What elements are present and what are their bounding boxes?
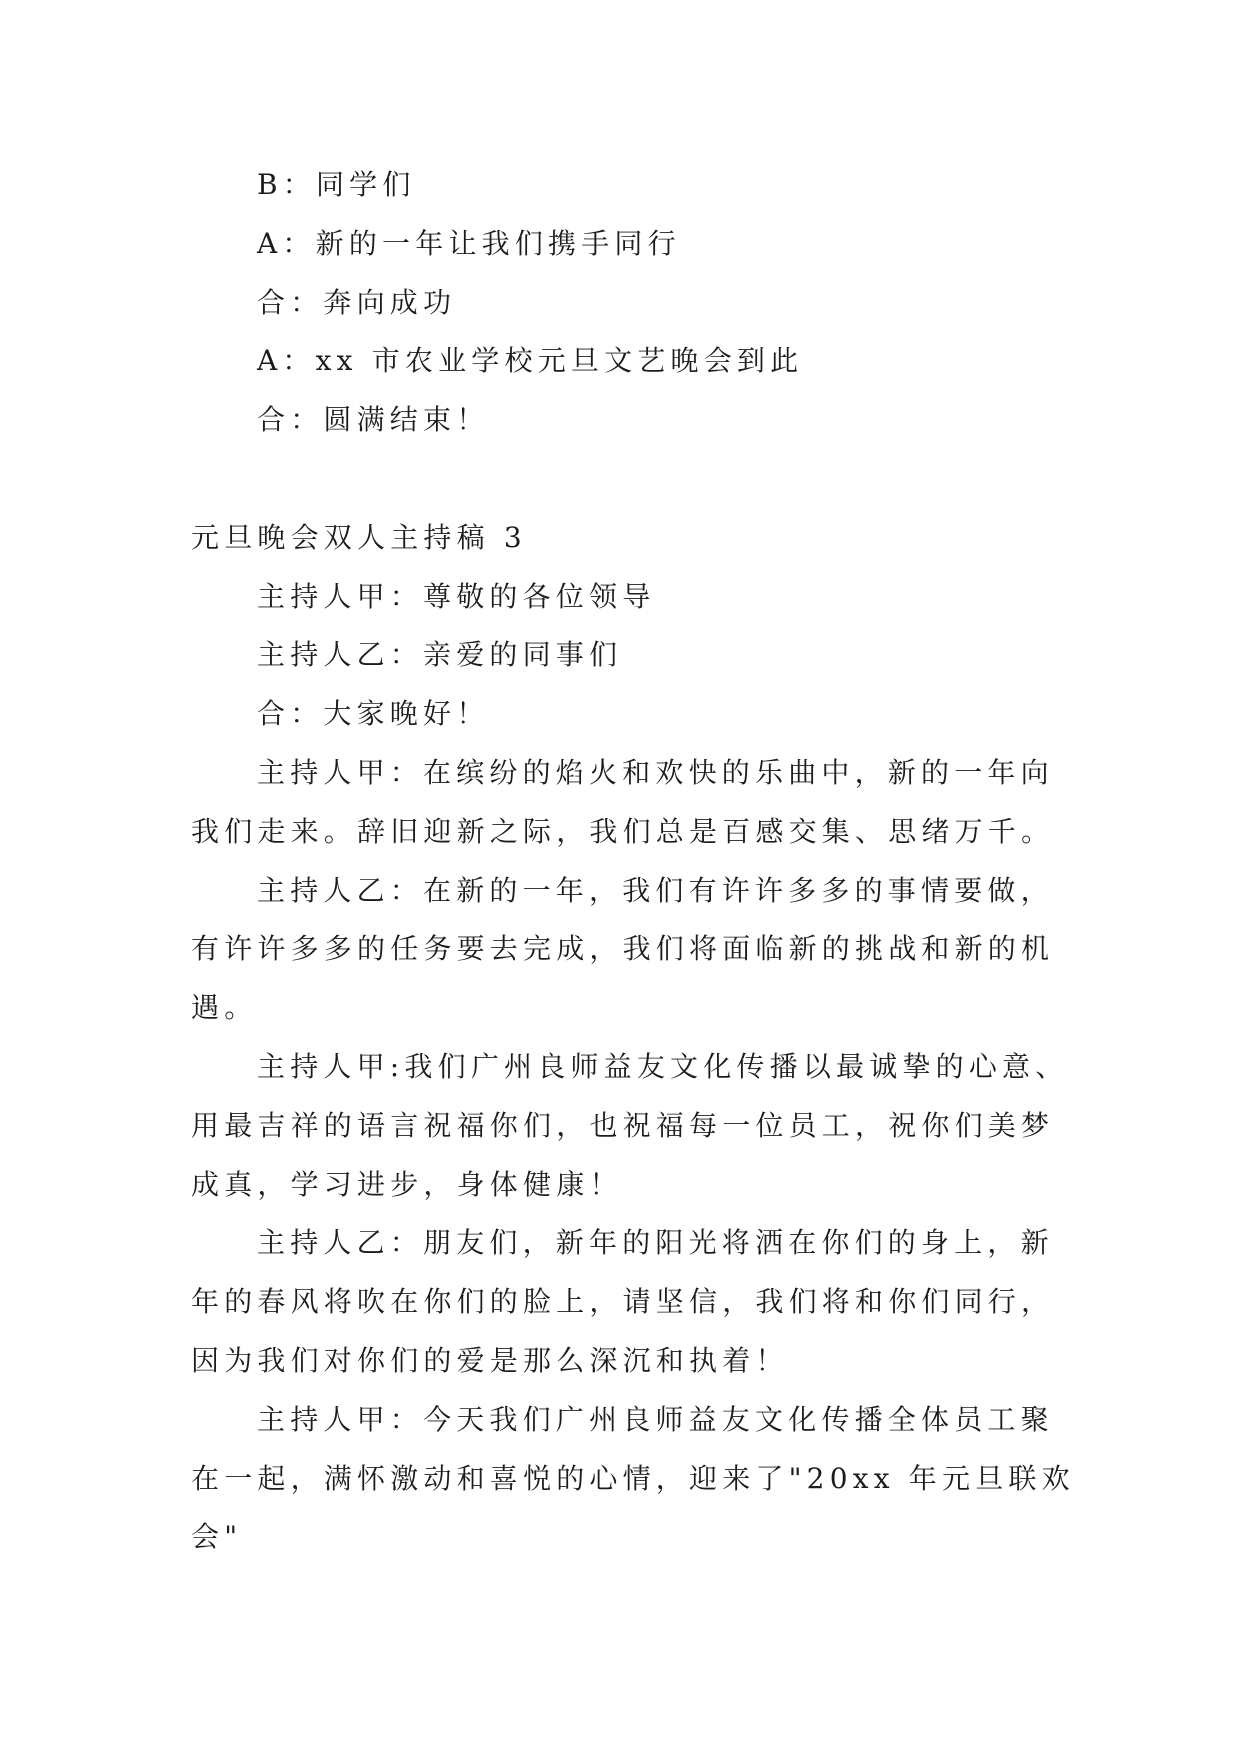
document-body <box>191 156 1091 1567</box>
text-line: 主持人甲：在缤纷的焰火和欢快的乐曲中，新的一年向 <box>257 755 1054 789</box>
paragraph <box>191 1038 1091 1214</box>
paragraph <box>191 332 1091 391</box>
text-line: B：同学们 <box>257 168 416 201</box>
text-line: 主持人乙：在新的一年，我们有许许多多的事情要做， <box>257 873 1054 907</box>
text-line: 遇。 <box>191 991 258 1025</box>
text-line: 主持人甲：尊敬的各位领导 <box>257 579 656 613</box>
text-line: 会" <box>191 1520 243 1554</box>
text-line: 因为我们对你们的爱是那么深沉和执着！ <box>191 1343 789 1377</box>
section-heading: 元旦晚会双人主持稿 3 <box>191 520 527 554</box>
paragraph <box>191 274 1091 333</box>
paragraph <box>191 568 1091 627</box>
text-line: 合：圆满结束！ <box>257 403 490 437</box>
text-line: 合：奔向成功 <box>257 285 457 319</box>
paragraph <box>191 626 1091 685</box>
text-line: 在一起，满怀激动和喜悦的心情，迎来了"20xx 年元旦联欢 <box>191 1461 1075 1495</box>
text-line: 主持人甲:我们广州良师益友文化传播以最诚挚的心意、 <box>257 1049 1069 1083</box>
text-line: 用最吉祥的语言祝福你们，也祝福每一位员工，祝你们美梦 <box>191 1108 1055 1142</box>
text-line: 主持人甲：今天我们广州良师益友文化传播全体员工聚 <box>257 1402 1054 1436</box>
paragraph <box>191 391 1091 450</box>
paragraph <box>191 1391 1091 1567</box>
paragraph <box>191 744 1091 862</box>
text-line: A：新的一年让我们携手同行 <box>257 226 681 260</box>
text-line: 我们走来。辞旧迎新之际，我们总是百感交集、思绪万千。 <box>191 814 1055 848</box>
text-line: 主持人乙：朋友们，新年的阳光将洒在你们的身上，新 <box>257 1226 1054 1260</box>
text-line: 合：大家晚好！ <box>257 697 490 731</box>
text-line: A：xx 市农业学校元旦文艺晚会到此 <box>257 344 804 378</box>
text-line: 有许许多多的任务要去完成，我们将面临新的挑战和新的机 <box>191 932 1055 966</box>
text-line: 年的春风将吹在你们的脸上，请坚信，我们将和你们同行， <box>191 1285 1055 1319</box>
paragraph <box>191 156 1091 215</box>
text-line: 成真，学习进步，身体健康！ <box>191 1167 623 1201</box>
text-line: 主持人乙：亲爱的同事们 <box>257 638 623 672</box>
paragraph <box>191 862 1091 1038</box>
paragraph <box>191 1214 1091 1390</box>
paragraph <box>191 215 1091 274</box>
paragraph <box>191 685 1091 744</box>
